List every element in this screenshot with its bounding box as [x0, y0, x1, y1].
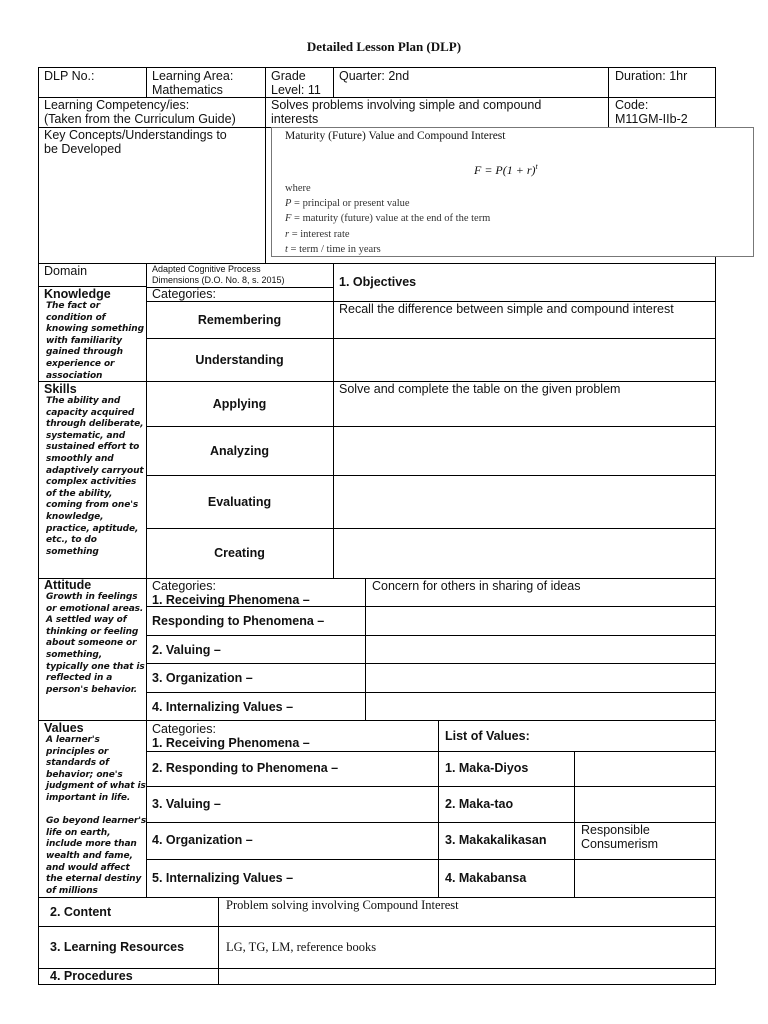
- formula-box-title: Maturity (Future) Value and Compound Interest: [285, 130, 506, 142]
- def-t: t = term / time in years: [285, 244, 381, 255]
- attitude-label: Attitude: [44, 578, 92, 592]
- knowledge-desc-line: The fact or: [46, 301, 101, 311]
- understanding: Understanding: [195, 353, 284, 367]
- resources-value: LG, TG, LM, reference books: [226, 940, 377, 954]
- objectives-label: 1. Objectives: [339, 275, 417, 289]
- skills-desc-line: complex activities: [46, 477, 137, 488]
- values-desc-line: of millions: [46, 885, 98, 896]
- skills-desc-line: practice, aptitude,: [46, 523, 139, 534]
- attitude-categories: Categories:: [152, 579, 216, 593]
- values-desc-line: [46, 805, 146, 817]
- values-categories: Categories:: [152, 722, 216, 736]
- skills-desc-line: The ability and: [46, 396, 121, 406]
- attitude-desc-line: person's behavior.: [46, 684, 138, 695]
- evaluating: Evaluating: [207, 495, 272, 509]
- attitude-desc-line: reflected in a: [46, 673, 113, 684]
- skills-label: Skills: [44, 382, 77, 396]
- skills-desc-line: of the ability,: [46, 488, 113, 499]
- duration: Duration: 1hr: [615, 69, 688, 83]
- learning-area-label: Learning Area:: [152, 69, 234, 83]
- list-of-values-header: List of Values:: [445, 729, 530, 743]
- knowledge-desc-line: association: [46, 370, 103, 381]
- values-desc-line: principles or: [46, 746, 109, 757]
- values-desc-line: A learner's: [46, 735, 100, 745]
- code-label: Code:: [615, 98, 649, 112]
- competency-label-2: (Taken from the Curriculum Guide): [44, 112, 236, 126]
- values-desc-line: the eternal destiny: [46, 874, 142, 885]
- values-desc-line: behavior; one's: [46, 769, 123, 780]
- knowledge-desc: [46, 301, 144, 382]
- learning-area-value: Mathematics: [152, 83, 223, 97]
- content-label: 2. Content: [50, 905, 112, 919]
- values-row-2: 2. Responding to Phenomena –: [152, 761, 339, 775]
- resources-label: 3. Learning Resources: [50, 940, 185, 954]
- values-desc-line: and would affect: [46, 862, 130, 873]
- procedures-label: 4. Procedures: [50, 969, 133, 983]
- grade-label: Grade: [271, 69, 306, 83]
- values-row-3: 3. Valuing –: [152, 797, 221, 811]
- quarter: Quarter: 2nd: [339, 69, 410, 83]
- skills-desc-line: systematic, and: [46, 430, 126, 441]
- value-maka-diyos: 1. Maka-Diyos: [445, 761, 529, 775]
- attitude-row-5: 4. Internalizing Values –: [152, 700, 294, 714]
- competency-text-1: Solves problems involving simple and compound: [271, 98, 542, 112]
- attitude-row-3: 2. Valuing –: [152, 643, 221, 657]
- remembering: Remembering: [197, 313, 282, 327]
- values-desc: [46, 735, 146, 897]
- def-f: F = maturity (future) value at the end of the term: [285, 213, 491, 224]
- values-desc-line: Go beyond learner's: [46, 816, 147, 827]
- def-p: P = principal or present value: [285, 198, 410, 209]
- knowledge-desc-line: with familiarity: [46, 335, 123, 346]
- values-desc-line: life on earth,: [46, 827, 111, 838]
- def-r: r = interest rate: [285, 229, 350, 240]
- competency-text-2: interests: [271, 112, 319, 126]
- skills-desc-line: something: [46, 546, 99, 557]
- skills-desc-line: through deliberate,: [46, 419, 144, 430]
- skills-desc-line: coming from one's: [46, 500, 139, 511]
- dlp-no-label: DLP No.:: [44, 69, 95, 83]
- competency-label-1: Learning Competency/ies:: [44, 98, 190, 112]
- domain-label: Domain: [44, 264, 88, 278]
- skills-desc: [46, 396, 144, 558]
- attitude-row-4: 3. Organization –: [152, 671, 253, 685]
- knowledge-desc-line: condition of: [46, 312, 106, 323]
- values-desc-line: include more than: [46, 839, 137, 850]
- applying-objective: Solve and complete the table on the given problem: [339, 382, 621, 396]
- values-desc-line: wealth and fame,: [46, 850, 133, 861]
- knowledge-label: Knowledge: [44, 287, 111, 301]
- attitude-desc-line: thinking or feeling: [46, 626, 139, 637]
- adapted-label-2: Dimensions (D.O. No. 8, s. 2015): [152, 275, 285, 285]
- categories-label: Categories:: [152, 287, 216, 301]
- attitude-desc-line: Growth in feelings: [46, 592, 138, 602]
- skills-desc-line: capacity acquired: [46, 407, 135, 418]
- grade-value: Level: 11: [271, 83, 321, 97]
- formula: $F = P(1 + r)^t$: [474, 162, 538, 177]
- responsible-consumerism-1: Responsible: [581, 823, 650, 837]
- content-value: Problem solving involving Compound Interest: [226, 898, 459, 912]
- values-row-5: 5. Internalizing Values –: [152, 871, 294, 885]
- responsible-consumerism-2: Consumerism: [581, 837, 659, 851]
- values-desc-line: important in life.: [46, 792, 131, 803]
- skills-desc-line: sustained effort to: [46, 442, 140, 453]
- knowledge-desc-line: knowing something: [46, 324, 144, 335]
- formula-where: where: [285, 183, 311, 194]
- analyzing: Analyzing: [209, 444, 270, 458]
- attitude-desc-line: A settled way of: [46, 615, 127, 626]
- creating: Creating: [214, 546, 265, 560]
- values-desc-line: judgment of what is: [46, 781, 146, 792]
- skills-desc-line: knowledge,: [46, 511, 104, 522]
- key-concepts-label-2: be Developed: [44, 142, 122, 156]
- attitude-row-1: 1. Receiving Phenomena –: [152, 593, 310, 607]
- values-row-4: 4. Organization –: [152, 833, 253, 847]
- attitude-desc-line: about someone or: [46, 638, 137, 649]
- applying: Applying: [212, 397, 267, 411]
- page-title: Detailed Lesson Plan (DLP): [306, 39, 462, 54]
- values-label: Values: [44, 721, 84, 735]
- knowledge-desc-line: gained through: [46, 347, 123, 358]
- attitude-row-2: Responding to Phenomena –: [152, 614, 325, 628]
- attitude-desc-line: typically one that is: [46, 661, 145, 672]
- attitude-desc: [46, 592, 145, 696]
- value-makabansa: 4. Makabansa: [445, 871, 527, 885]
- values-row-1: 1. Receiving Phenomena –: [152, 736, 310, 750]
- attitude-desc-line: something,: [46, 649, 103, 660]
- code-value: M11GM-IIb-2: [615, 112, 688, 126]
- attitude-desc-line: or emotional areas.: [46, 603, 144, 614]
- adapted-label-1: Adapted Cognitive Process: [152, 264, 261, 274]
- key-concepts-label-1: Key Concepts/Understandings to: [44, 128, 227, 142]
- knowledge-desc-line: experience or: [46, 358, 115, 369]
- skills-desc-line: smoothly and: [46, 453, 114, 464]
- values-desc-line: standards of: [46, 758, 109, 769]
- skills-desc-line: adaptively carryout: [46, 465, 144, 476]
- remembering-objective: Recall the difference between simple and compound interest: [339, 302, 674, 316]
- value-maka-tao: 2. Maka-tao: [445, 797, 514, 811]
- attitude-concern: Concern for others in sharing of ideas: [372, 579, 581, 593]
- value-makakalikasan: 3. Makakalikasan: [445, 833, 547, 847]
- skills-desc-line: etc., to do: [46, 535, 97, 546]
